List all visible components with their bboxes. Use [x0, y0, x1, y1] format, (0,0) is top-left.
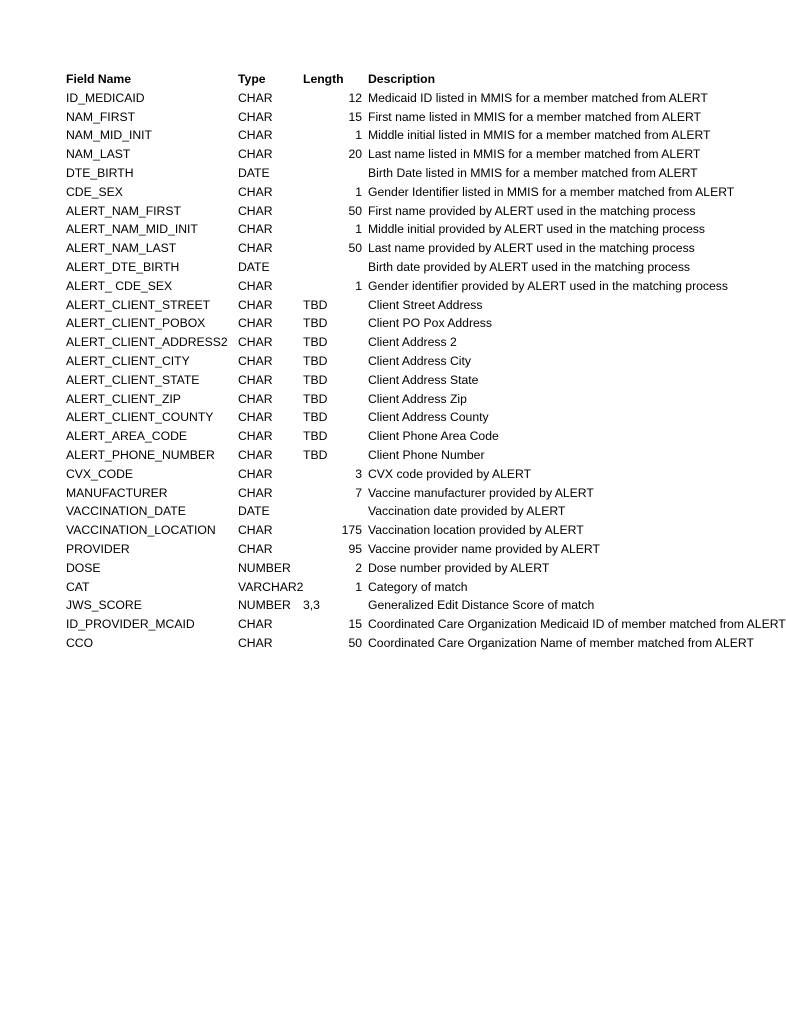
- description-cell: Client Address City: [368, 353, 471, 368]
- length-cell: 50: [348, 635, 362, 650]
- length-cell: 50: [348, 203, 362, 218]
- description-cell: Client Address State: [368, 372, 479, 387]
- description-cell: Client PO Pox Address: [368, 316, 492, 331]
- description-cell: Client Address 2: [368, 335, 457, 350]
- field-name-cell: ALERT_PHONE_NUMBER: [66, 447, 215, 462]
- type-cell: CHAR: [238, 128, 273, 143]
- type-cell: DATE: [238, 259, 270, 274]
- field-name-cell: ALERT_CLIENT_ZIP: [66, 391, 181, 406]
- description-cell: Last name listed in MMIS for a member matched from ALERT: [368, 147, 701, 162]
- field-name-cell: ALERT_DTE_BIRTH: [66, 259, 180, 274]
- table-row: [66, 258, 706, 277]
- description-cell: Vaccine provider name provided by ALERT: [368, 541, 600, 556]
- header-length: Length: [303, 72, 344, 86]
- table-header-row: [66, 70, 706, 89]
- length-cell: TBD: [303, 391, 328, 406]
- type-cell: CHAR: [238, 316, 273, 331]
- type-cell: CHAR: [238, 523, 273, 538]
- length-cell: 12: [348, 90, 362, 105]
- field-definition-table: [66, 70, 786, 653]
- description-cell: Client Phone Number: [368, 447, 485, 462]
- field-name-cell: DOSE: [66, 560, 101, 575]
- type-cell: CHAR: [238, 635, 273, 650]
- description-cell: First name provided by ALERT used in the matching process: [368, 203, 696, 218]
- field-name-cell: ALERT_CLIENT_STATE: [66, 372, 200, 387]
- type-cell: CHAR: [238, 278, 273, 293]
- table-row: [66, 390, 706, 409]
- field-name-cell: ID_MEDICAID: [66, 90, 145, 105]
- table-row: [66, 371, 706, 390]
- table-row: [66, 239, 706, 258]
- type-cell: CHAR: [238, 429, 273, 444]
- length-cell: TBD: [303, 297, 328, 312]
- type-cell: CHAR: [238, 617, 273, 632]
- field-name-cell: ALERT_AREA_CODE: [66, 429, 188, 444]
- field-name-cell: ALERT_CLIENT_POBOX: [66, 316, 206, 331]
- field-name-cell: ALERT_CLIENT_CITY: [66, 353, 190, 368]
- field-name-cell: ALERT_NAM_MID_INIT: [66, 222, 198, 237]
- field-name-cell: VACCINATION_LOCATION: [66, 523, 216, 538]
- type-cell: CHAR: [238, 203, 273, 218]
- type-cell: CHAR: [238, 184, 273, 199]
- table-row: [66, 465, 706, 484]
- table-row: [66, 333, 706, 352]
- field-name-cell: NAM_FIRST: [66, 109, 136, 124]
- field-name-cell: ALERT_NAM_FIRST: [66, 203, 181, 218]
- length-cell: 1: [355, 184, 362, 199]
- field-name-cell: CVX_CODE: [66, 466, 134, 481]
- description-cell: Coordinated Care Organization Medicaid ID of member matched from ALERT: [368, 617, 786, 632]
- field-name-cell: ALERT_ CDE_SEX: [66, 278, 173, 293]
- description-cell: Category of match: [368, 579, 468, 594]
- header-description: Description: [368, 72, 436, 86]
- length-cell: 175: [341, 523, 362, 538]
- type-cell: CHAR: [238, 353, 273, 368]
- table-row: [66, 352, 706, 371]
- table-row: [66, 164, 706, 183]
- type-cell: CHAR: [238, 485, 273, 500]
- length-cell: TBD: [303, 410, 328, 425]
- table-row: [66, 521, 706, 540]
- table-row: [66, 108, 706, 127]
- length-cell: TBD: [303, 316, 328, 331]
- description-cell: Gender Identifier listed in MMIS for a member matched from ALERT: [368, 184, 735, 199]
- field-name-cell: CAT: [66, 579, 90, 594]
- table-row: [66, 559, 706, 578]
- type-cell: CHAR: [238, 447, 273, 462]
- type-cell: CHAR: [238, 222, 273, 237]
- table-row: [66, 408, 706, 427]
- description-cell: Client Street Address: [368, 297, 483, 312]
- length-cell: 95: [348, 541, 362, 556]
- type-cell: CHAR: [238, 391, 273, 406]
- length-cell: TBD: [303, 429, 328, 444]
- description-cell: First name listed in MMIS for a member matched from ALERT: [368, 109, 702, 124]
- field-name-cell: ALERT_NAM_LAST: [66, 241, 177, 256]
- header-type: Type: [238, 72, 266, 86]
- length-cell: 1: [355, 128, 362, 143]
- description-cell: Vaccine manufacturer provided by ALERT: [368, 485, 594, 500]
- description-cell: Middle initial provided by ALERT used in the matching process: [368, 222, 705, 237]
- table-row: [66, 446, 706, 465]
- table-row: [66, 502, 706, 521]
- table-row: [66, 145, 706, 164]
- table-row: [66, 89, 706, 108]
- length-cell: 1: [355, 222, 362, 237]
- description-cell: Birth date provided by ALERT used in the matching process: [368, 259, 691, 274]
- length-cell: TBD: [303, 353, 328, 368]
- length-cell: 50: [348, 241, 362, 256]
- field-name-cell: CDE_SEX: [66, 184, 123, 199]
- length-cell: TBD: [303, 447, 328, 462]
- length-cell: 2: [355, 560, 362, 575]
- description-cell: Middle initial listed in MMIS for a member matched from ALERT: [368, 128, 711, 143]
- table-row: [66, 126, 711, 145]
- type-cell: VARCHAR2: [238, 579, 304, 594]
- field-name-cell: DTE_BIRTH: [66, 165, 134, 180]
- type-cell: CHAR: [238, 147, 273, 162]
- field-name-cell: ALERT_CLIENT_STREET: [66, 297, 211, 312]
- description-cell: Medicaid ID listed in MMIS for a member matched from ALERT: [368, 90, 708, 105]
- length-cell: 15: [348, 617, 362, 632]
- header-field-name: Field Name: [66, 72, 132, 86]
- type-cell: CHAR: [238, 410, 273, 425]
- table-row: [66, 634, 754, 653]
- table-row: [66, 220, 706, 239]
- table-row: [66, 277, 728, 296]
- length-cell: 7: [355, 485, 362, 500]
- type-cell: NUMBER: [238, 598, 291, 613]
- field-name-cell: ALERT_CLIENT_ADDRESS2: [66, 335, 228, 350]
- length-cell: 1: [355, 278, 362, 293]
- type-cell: CHAR: [238, 335, 273, 350]
- description-cell: Generalized Edit Distance Score of match: [368, 598, 595, 613]
- length-cell: 1: [355, 579, 362, 594]
- type-cell: CHAR: [238, 372, 273, 387]
- length-cell: 3,3: [303, 598, 320, 613]
- type-cell: DATE: [238, 504, 270, 519]
- type-cell: CHAR: [238, 241, 273, 256]
- table-row: [66, 427, 706, 446]
- field-name-cell: PROVIDER: [66, 541, 130, 556]
- table-row: [66, 314, 706, 333]
- field-name-cell: JWS_SCORE: [66, 598, 142, 613]
- type-cell: CHAR: [238, 109, 273, 124]
- type-cell: NUMBER: [238, 560, 291, 575]
- field-name-cell: VACCINATION_DATE: [66, 504, 186, 519]
- table-row: [66, 183, 735, 202]
- table-row: [66, 615, 786, 634]
- description-cell: Dose number provided by ALERT: [368, 560, 550, 575]
- description-cell: Client Phone Area Code: [368, 429, 499, 444]
- length-cell: 20: [348, 147, 362, 162]
- table-row: [66, 540, 706, 559]
- description-cell: Vaccination date provided by ALERT: [368, 504, 566, 519]
- table-row: [66, 202, 706, 221]
- length-cell: 3: [355, 466, 362, 481]
- description-cell: Client Address Zip: [368, 391, 467, 406]
- description-cell: Vaccination location provided by ALERT: [368, 523, 584, 538]
- description-cell: Birth Date listed in MMIS for a member matched from ALERT: [368, 165, 698, 180]
- type-cell: CHAR: [238, 90, 273, 105]
- type-cell: DATE: [238, 165, 270, 180]
- field-name-cell: NAM_MID_INIT: [66, 128, 152, 143]
- length-cell: 15: [348, 109, 362, 124]
- description-cell: Client Address County: [368, 410, 489, 425]
- description-cell: Gender identifier provided by ALERT used in the matching process: [368, 278, 728, 293]
- type-cell: CHAR: [238, 541, 273, 556]
- table-row: [66, 578, 706, 597]
- field-name-cell: MANUFACTURER: [66, 485, 168, 500]
- table-row: [66, 296, 706, 315]
- length-cell: TBD: [303, 335, 328, 350]
- field-name-cell: NAM_LAST: [66, 147, 131, 162]
- field-name-cell: ALERT_CLIENT_COUNTY: [66, 410, 214, 425]
- type-cell: CHAR: [238, 466, 273, 481]
- table-row: [66, 484, 706, 503]
- description-cell: Last name provided by ALERT used in the matching process: [368, 241, 695, 256]
- length-cell: TBD: [303, 372, 328, 387]
- field-name-cell: CCO: [66, 635, 94, 650]
- field-name-cell: ID_PROVIDER_MCAID: [66, 617, 195, 632]
- description-cell: Coordinated Care Organization Name of member matched from ALERT: [368, 635, 754, 650]
- type-cell: CHAR: [238, 297, 273, 312]
- table-body: [66, 89, 786, 653]
- table-row: [66, 596, 706, 615]
- description-cell: CVX code provided by ALERT: [368, 466, 532, 481]
